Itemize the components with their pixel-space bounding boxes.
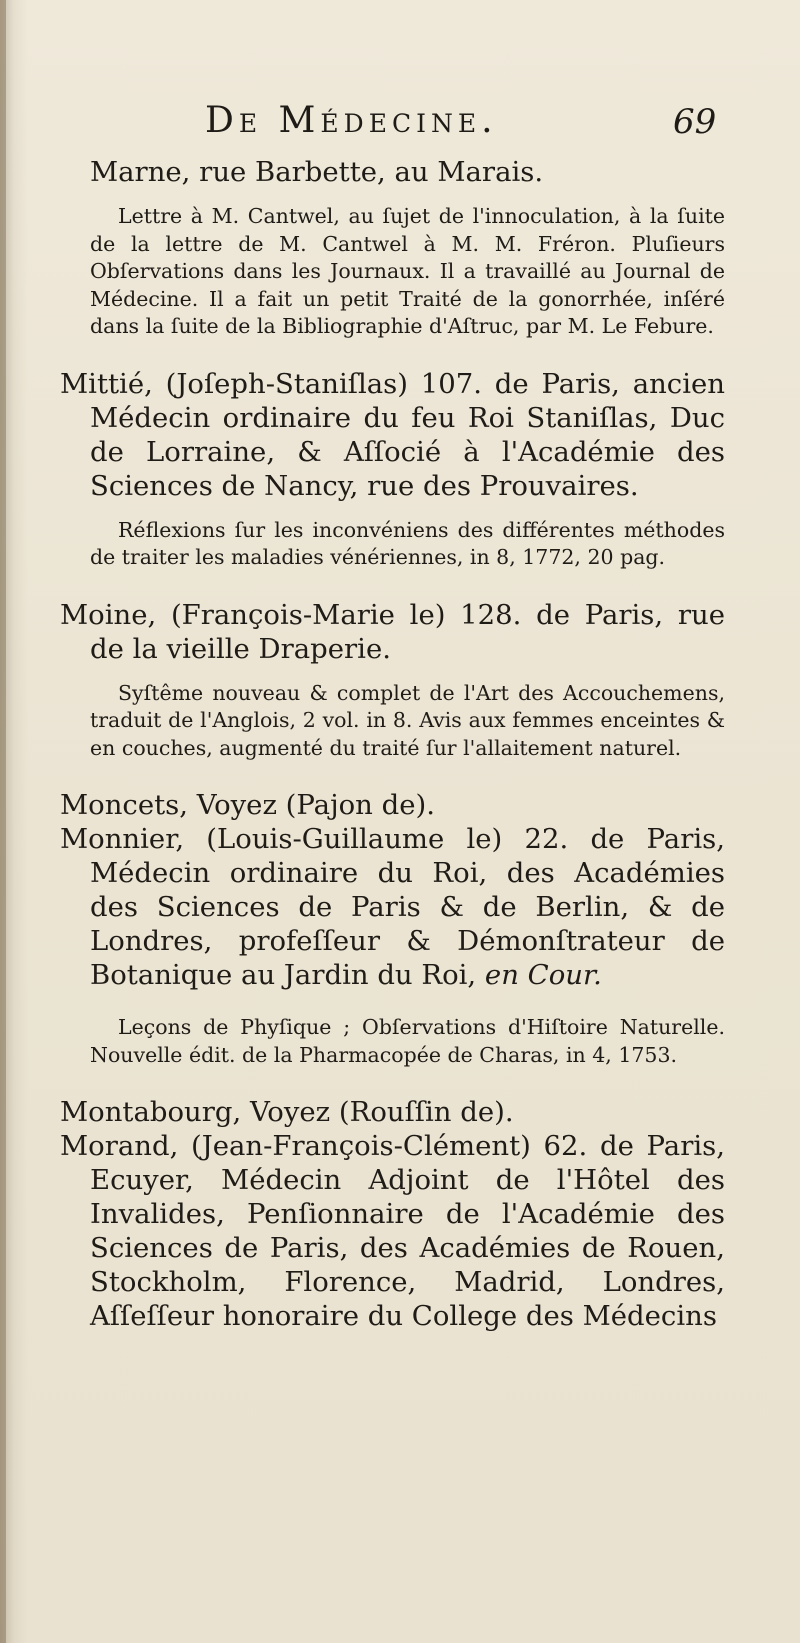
- entry-main-text: Moine, (François-Marie le) 128. de Paris, rue de la vieille Draperie.: [60, 598, 725, 665]
- entry-main-text: [60, 822, 725, 992]
- page-header: [0, 100, 800, 148]
- entry-main-segment: Monnier, (Louis-Guillaume le) 22. de Paris, Médecin ordinaire du Roi, des Académies des Sciences de Paris & de Berlin, & de Londres, profeſſeur & Démonſtrateur de Botanique au Jardin du Roi,: [60, 823, 725, 991]
- entry-works: Syſtême nouveau & complet de l'Art des Accouchemens, traduit de l'Anglois, 2 vol. in 8. Avis aux femmes enceintes & en couches, augmenté du traité ſur l'allaitement naturel.: [90, 680, 725, 760]
- entry-works: Réflexions ſur les inconvéniens des différentes méthodes de traiter les maladies vénériennes, in 8, 1772, 20 pag.: [90, 517, 725, 569]
- page-gutter-edge: [0, 0, 6, 1643]
- page-body: [60, 155, 725, 1333]
- entry-main-text: Montabourg, Voyez (Rouſſin de).: [60, 1096, 514, 1128]
- entry-main-italic: en Cour.: [484, 959, 602, 991]
- entry-main-text: Morand, (Jean-François-Clément) 62. de Paris, Ecuyer, Médecin Adjoint de l'Hôtel des Invalides, Penſionnaire de l'Académie des Sciences de Paris, des Académies de Rouen, Stockholm, Florence, Madrid, Londres, Aſſeſſeur honoraire du College des Médecins: [60, 1130, 725, 1332]
- running-title: De Médecine.: [205, 100, 498, 141]
- page-number: 69: [673, 102, 717, 142]
- entry-works: Leçons de Phyſique ; Obſervations d'Hiſtoire Naturelle. Nouvelle édit. de la Pharmacopée de Charas, in 4, 1753.: [90, 1015, 725, 1067]
- entry-works: Lettre à M. Cantwel, au ſujet de l'innoculation, à la ſuite de la lettre de M. Cantwel à M. M. Fréron. Pluſieurs Obſervations dans les Journaux. Il a travaillé au Journal de Médecine. Il a fait un petit Traité de la gonorrhée, inſéré dans la ſuite de la Bibliographie d'Aſtruc, par M. Le Febure.: [90, 204, 725, 338]
- entry-main-text: Mittié, (Joſeph-Staniſlas) 107. de Paris, ancien Médecin ordinaire du feu Roi Staniſlas, Duc de Lorraine, & Aſſocié à l'Académie des Sciences de Nancy, rue des Prouvaires.: [60, 367, 725, 502]
- entry-main-text: Marne, rue Barbette, au Marais.: [90, 156, 544, 188]
- entry-main-text: Moncets, Voyez (Pajon de).: [60, 789, 435, 821]
